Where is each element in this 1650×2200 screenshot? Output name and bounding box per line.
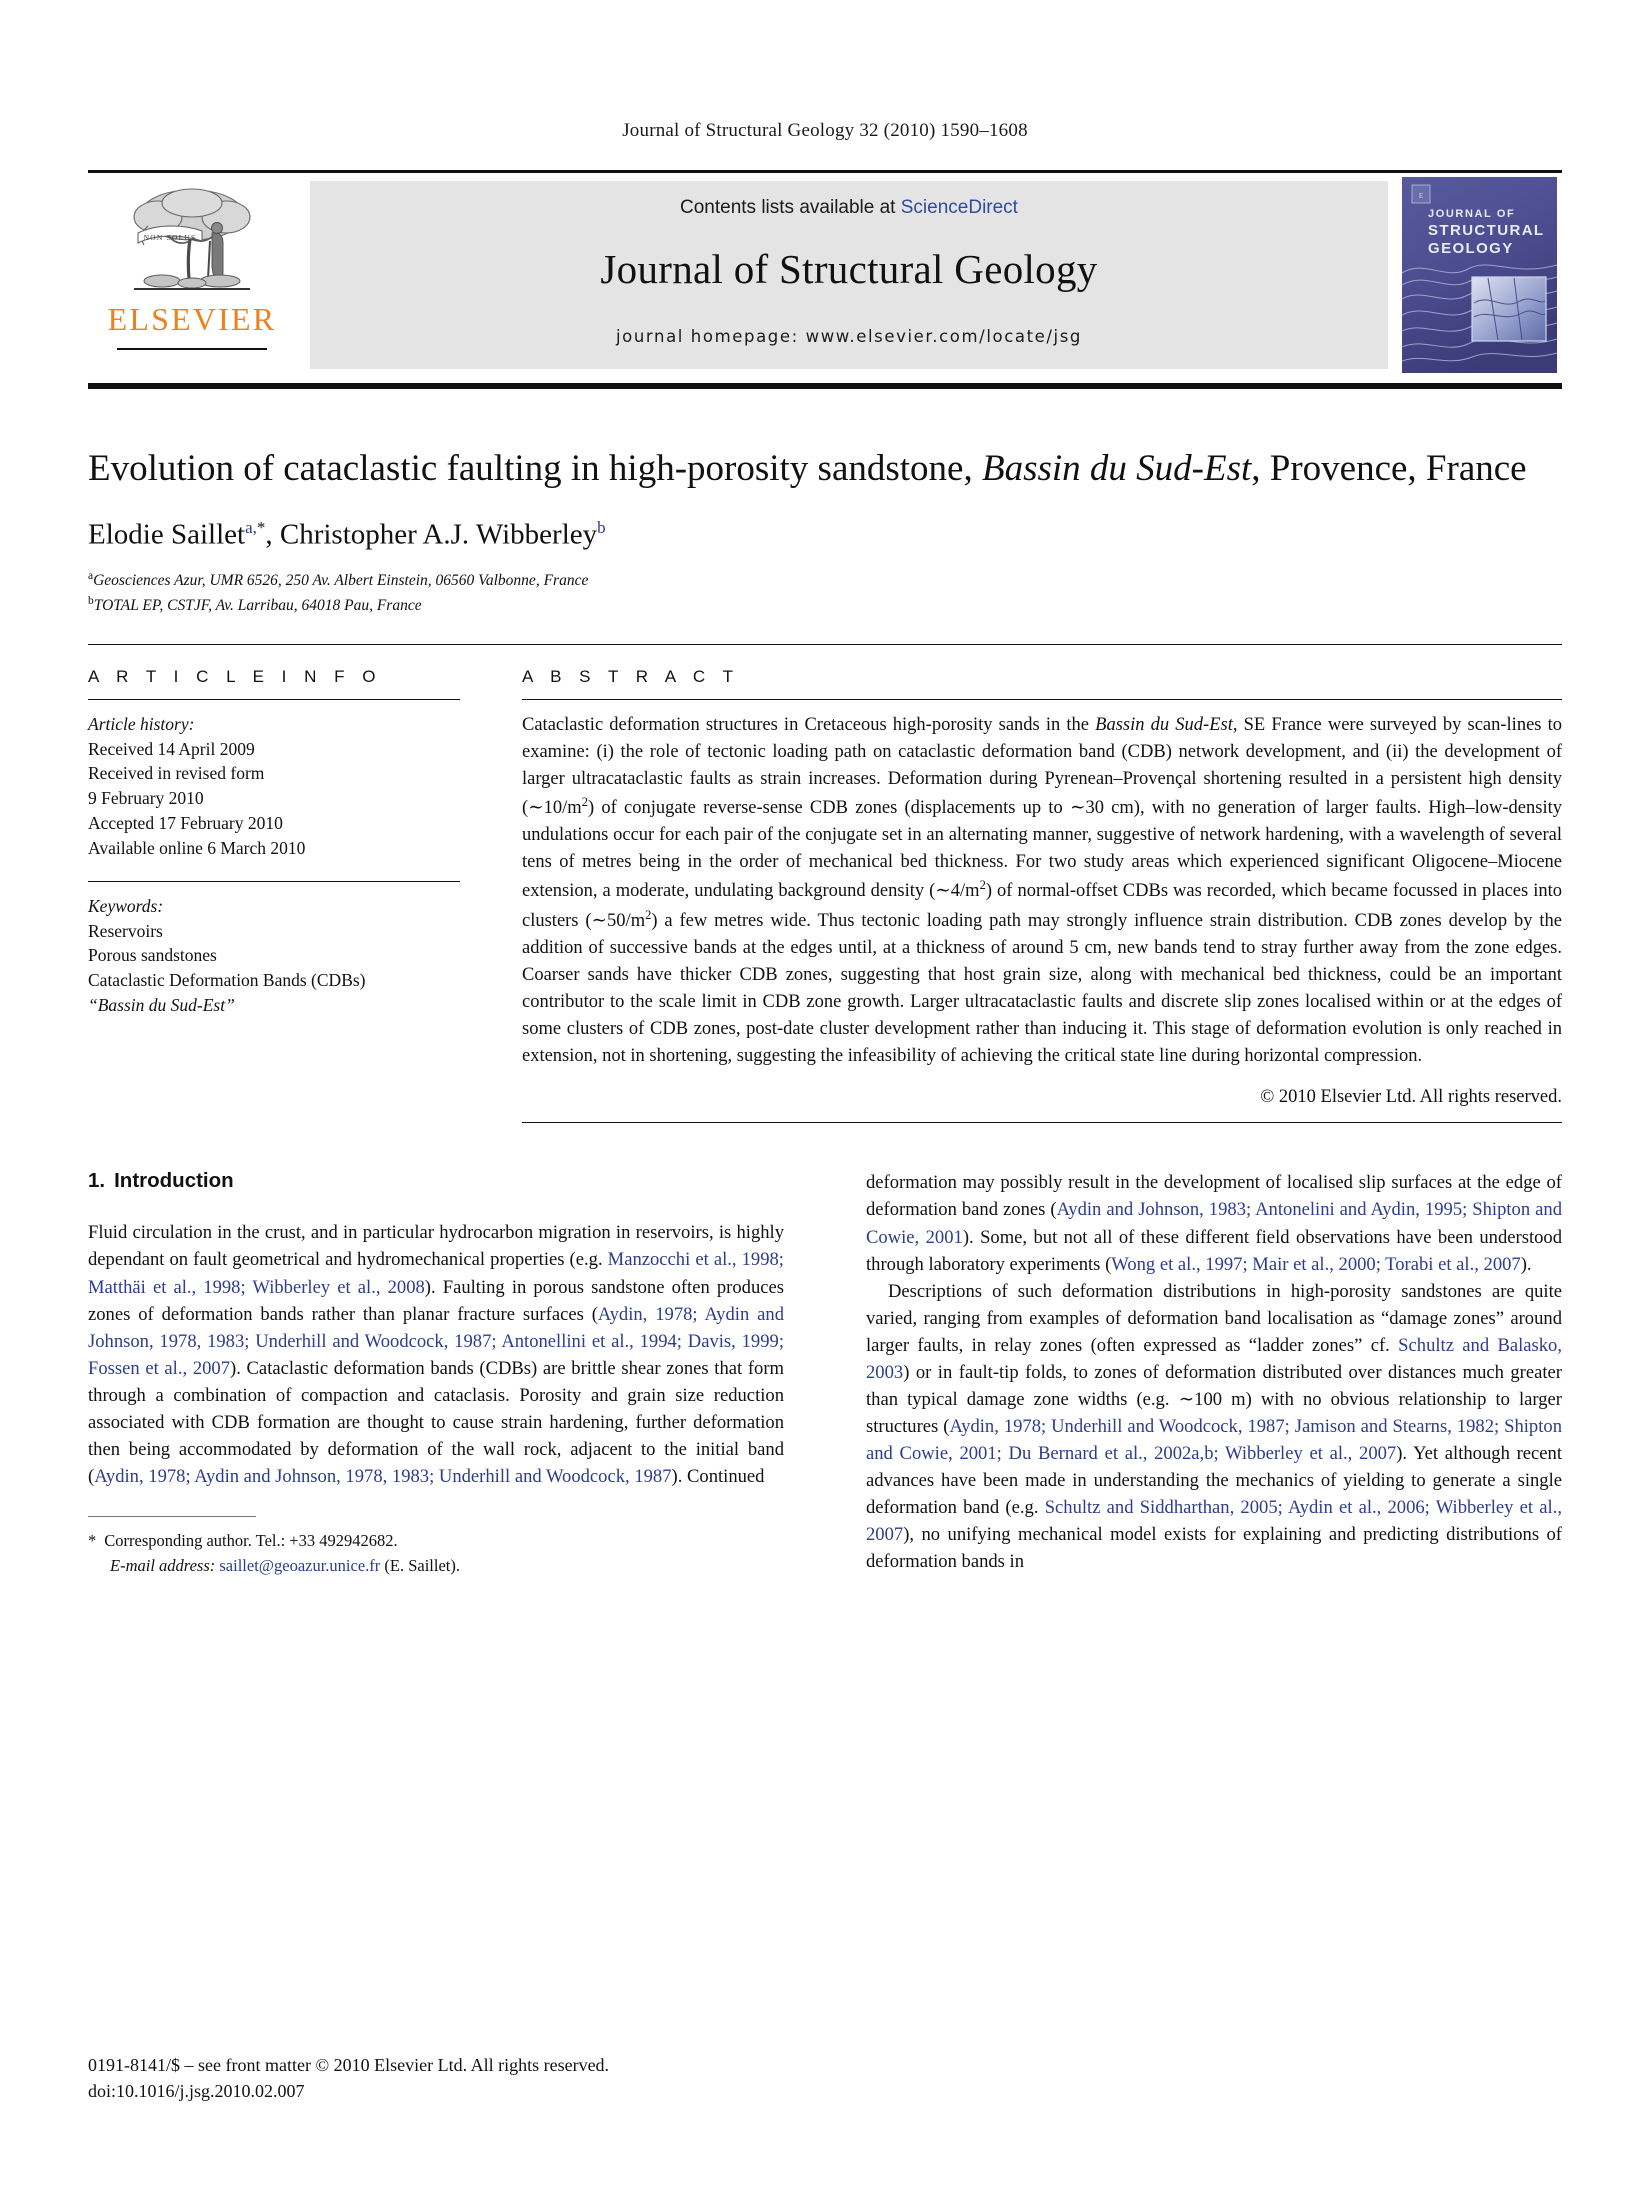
title-italic: Bassin du Sud-Est xyxy=(981,448,1252,489)
intro-r-seg-1: deformation may possibly result in the development of localised slip surfaces at the edge of deformation band zones ( xyxy=(866,1172,1562,1221)
svg-text:E: E xyxy=(1418,192,1424,200)
abstract-seg-4: ) of normal-offset CDBs was recorded, which became focussed in places into clusters (∼50/m xyxy=(522,881,1562,931)
affiliations xyxy=(88,568,1562,618)
journal-cover xyxy=(1402,173,1562,381)
title-part-2: , Provence, France xyxy=(1251,448,1527,489)
intro-paragraph-1-cont xyxy=(866,1169,1562,1277)
section-number: 1. xyxy=(88,1169,106,1193)
intro-r-seg-2: ). Some, but not all of these different field observations have been understood through laboratory experiments ( xyxy=(866,1226,1563,1275)
svg-text:NON SOLUS: NON SOLUS xyxy=(143,233,197,242)
citation-link[interactable]: Aydin, 1978; Underhill and Woodcock, 1987; Jamison and Stearns, 1982; Shipton and Cowie, 2001; Du Bernard et al., 2002a,b; Wibberley et al., 2007 xyxy=(866,1415,1562,1464)
masthead-bottom-rule xyxy=(88,383,1562,389)
elsevier-underline xyxy=(117,348,267,350)
abstract-column xyxy=(522,667,1562,1124)
intro-paragraph-2 xyxy=(866,1278,1562,1576)
abstract-bottom-rule xyxy=(522,1122,1562,1123)
keyword-item: Porous sandstones xyxy=(88,945,217,966)
keyword-item: Reservoirs xyxy=(88,920,163,941)
abstract-sup-1: 2 xyxy=(581,795,588,809)
citation-link[interactable]: Schultz and Balasko, 2003 xyxy=(866,1334,1563,1383)
section-heading-introduction xyxy=(88,1169,784,1193)
citation-link[interactable]: Aydin, 1978; Aydin and Johnson, 1978, 1983; Underhill and Woodcock, 1987; Antonellini et al., 1994; Davis, 1999; Fossen et al., 2007 xyxy=(88,1303,784,1379)
author-2-name: , Christopher A.J. Wibberley xyxy=(265,518,598,551)
abstract-heading: A B S T R A C T xyxy=(522,666,740,686)
affiliation-a-marker: a xyxy=(88,569,94,582)
cover-line3: GEOLOGY xyxy=(1428,240,1514,257)
body-column-gap xyxy=(784,1169,866,1578)
intro-r2-seg-3: ). Yet although recent advances have been made in understanding the mechanics of yielding to generate a single deformation band (e.g. xyxy=(866,1442,1562,1518)
cover-inset-photo xyxy=(1472,277,1546,341)
elsevier-wordmark: ELSEVIER xyxy=(107,301,277,337)
sciencedirect-link[interactable]: ScienceDirect xyxy=(900,197,1018,218)
journal-title: Journal of Structural Geology xyxy=(600,246,1098,292)
journal-homepage-link[interactable]: journal homepage: www.elsevier.com/locate/jsg xyxy=(615,327,1083,346)
journal-masthead xyxy=(88,170,1562,388)
footnote-star-marker: * xyxy=(88,1530,97,1550)
affiliation-b xyxy=(88,593,1562,618)
intro-seg-2: ). Faulting in porous sandstone often produces zones of deformation bands rather than planar fracture surfaces ( xyxy=(88,1276,784,1325)
citation-link[interactable]: Aydin and Johnson, 1983; Antonelini and Aydin, 1995; Shipton and Cowie, 2001 xyxy=(866,1199,1562,1248)
abstract-copyright: © 2010 Elsevier Ltd. All rights reserved. xyxy=(1260,1087,1562,1108)
contents-prefix: Contents lists available at xyxy=(680,197,901,218)
footnote-line-2 xyxy=(88,1554,784,1579)
article-info-column xyxy=(88,667,460,1124)
running-head: Journal of Structural Geology 32 (2010) 1590–1608 xyxy=(622,120,1028,141)
article-info-heading: A R T I C L E I N F O xyxy=(88,666,382,686)
intro-r-seg-3: ). xyxy=(1520,1253,1532,1275)
article-history-label: Article history: xyxy=(88,713,195,734)
issn-line: 0191-8141/$ – see front matter © 2010 Elsevier Ltd. All rights reserved. xyxy=(88,2054,610,2075)
abstract-rule xyxy=(522,699,1562,700)
abstract-seg-2: , SE France were surveyed by scan-lines to examine: (i) the role of tectonic loading path on cataclastic deformation band (CDB) network development, and (ii) the development of larger ultracataclastic faults as strain increases. Deformation during Pyrenean–Provençal shortening resulted in a persistent high density (∼10/m xyxy=(522,714,1563,819)
keywords-label: Keywords: xyxy=(88,895,164,916)
page-footer xyxy=(88,2052,609,2104)
affiliation-a-text: Geosciences Azur, UMR 6526, 250 Av. Albert Einstein, 06560 Valbonne, France xyxy=(93,571,589,589)
affiliation-b-text: TOTAL EP, CSTJF, Av. Larribau, 64018 Pau, France xyxy=(93,596,422,614)
corresponding-author-footnote xyxy=(88,1516,784,1579)
intro-paragraph-1 xyxy=(88,1219,784,1489)
abstract-italic-1: Bassin du Sud-Est xyxy=(1095,714,1233,735)
author-2-affil-marker[interactable]: b xyxy=(597,517,606,537)
article-history xyxy=(88,712,460,861)
keyword-item-italic: “Bassin du Sud-Est” xyxy=(88,995,235,1016)
abstract-seg-1: Cataclastic deformation structures in Cretaceous high-porosity sands in the xyxy=(522,714,1096,735)
abstract-sup-3: 2 xyxy=(645,907,652,922)
elsevier-logo xyxy=(88,173,296,381)
footnote-text xyxy=(88,1529,784,1579)
author-1-name: Elodie Saillet xyxy=(88,518,246,551)
abstract-sup-2: 2 xyxy=(979,878,986,893)
intro-r2-seg-1: Descriptions of such deformation distributions in high-porosity sandstones are quite varied, ranging from examples of deformation band localisation as “damage zones” around larger faults, in relay zones (often expressed as “ladder zones” cf. xyxy=(866,1280,1562,1356)
affiliation-b-marker: b xyxy=(88,594,94,607)
cover-line2: STRUCTURAL xyxy=(1428,222,1545,239)
elsevier-tree-icon xyxy=(128,181,256,299)
footnote-corresponding: Corresponding author. Tel.: +33 492942682. xyxy=(104,1530,398,1550)
abstract-seg-3: ) of conjugate reverse-sense CDB zones (displacements up to ∼30 cm), with no generation of larger faults. High–low-density undulations occur for each pair of the conjugate set in an alternating manner, suggestive of network hardening, with a wavelength of several tens of metres being in the order of mechanical bed thickness. For two study areas which experienced significant Oligocene–Miocene extension, a moderate, undulating background density (∼4/m xyxy=(522,798,1562,902)
cover-line1: JOURNAL OF xyxy=(1428,208,1516,220)
keywords-block xyxy=(88,894,460,1018)
author-1-affil-marker[interactable]: a, xyxy=(245,517,257,537)
page-title xyxy=(88,446,1562,492)
history-item: Accepted 17 February 2010 xyxy=(88,813,283,834)
section-title: Introduction xyxy=(114,1169,234,1193)
intro-seg-3: ). Cataclastic deformation bands (CDBs) are brittle shear zones that form through a combination of compaction and cataclasis. Porosity and grain size reduction associated with CDB formation are thought to cause strain hardening, further deformation then being accommodated by deformation of the wall rock, adjacent to the initial band ( xyxy=(88,1357,784,1487)
footnote-rule xyxy=(88,1516,256,1517)
body-right-column xyxy=(866,1169,1562,1578)
column-gap xyxy=(460,667,522,1124)
journal-cover-image xyxy=(1402,177,1557,373)
history-item: Received in revised form xyxy=(88,763,265,784)
body-left-column xyxy=(88,1169,784,1578)
affiliation-a xyxy=(88,568,1562,593)
intro-seg-4: ). Continued xyxy=(671,1465,765,1487)
keyword-item: Cataclastic Deformation Bands (CDBs) xyxy=(88,970,366,991)
history-item: Available online 6 March 2010 xyxy=(88,837,306,858)
corresponding-author-marker[interactable]: * xyxy=(256,517,266,537)
email-suffix: (E. Saillet). xyxy=(384,1555,460,1575)
abstract-text xyxy=(522,712,1562,1071)
citation-link[interactable]: Schultz and Siddharthan, 2005; Aydin et al., 2006; Wibberley et al., 2007 xyxy=(866,1496,1562,1546)
email-link[interactable]: saillet@geoazur.unice.fr xyxy=(219,1555,381,1575)
citation-link[interactable]: Manzocchi et al., 1998; Matthäi et al., 1998; Wibberley et al., 2008 xyxy=(88,1249,784,1298)
citation-link[interactable]: Aydin, 1978; Aydin and Johnson, 1978, 1983; Underhill and Woodcock, 1987 xyxy=(94,1465,672,1487)
body-columns xyxy=(88,1169,1562,1578)
journal-panel xyxy=(310,181,1388,369)
doi-line[interactable]: doi:10.1016/j.jsg.2010.02.007 xyxy=(88,2080,305,2101)
info-section-top-rule xyxy=(88,644,1562,645)
info-abstract-section xyxy=(88,667,1562,1124)
intro-r2-seg-4: ), no unifying mechanical model exists for explaining and predicting distributions of deformation bands in xyxy=(866,1524,1562,1573)
cover-elsevier-mark xyxy=(1412,185,1430,203)
title-part-1: Evolution of cataclastic faulting in high-porosity sandstone, xyxy=(88,448,982,489)
citation-link[interactable]: Wong et al., 1997; Mair et al., 2000; Torabi et al., 2007 xyxy=(1111,1253,1521,1275)
keywords-rule xyxy=(88,881,460,882)
contents-available-line xyxy=(680,197,1018,219)
author-list xyxy=(88,518,1562,552)
intro-r2-seg-2: ) or in fault-tip folds, to zones of deformation distributed over distances much greater than typical damage zone widths (e.g. ∼100 m) with no obvious relationship to larger structures ( xyxy=(866,1361,1562,1437)
email-label: E-mail address: xyxy=(110,1555,216,1575)
article-info-rule xyxy=(88,699,460,700)
intro-seg-1: Fluid circulation in the crust, and in particular hydrocarbon migration in reservoirs, is highly dependant on fault geometrical and hydromechanical properties (e.g. xyxy=(88,1222,784,1271)
history-item: 9 February 2010 xyxy=(88,788,204,809)
history-item: Received 14 April 2009 xyxy=(88,738,255,759)
abstract-seg-5: ) a few metres wide. Thus tectonic loading path may strongly influence strain distribution. CDB zones develop by the addition of successive bands at the edges until, at a thickness of around 5 cm, new bands tend to stray further away from the zone edges. Coarser sands have thicker CDB zones, suggesting that host grain size, along with mechanical bed thickness, could be an important contributor to the scale limit in CDB zone growth. Larger ultracataclastic faults and discrete slip zones localised within or at the edges of some clusters of CDB zones, post-date cluster development rather than inducing it. This stage of deformation evolution is only reached in extension, not in shortening, suggesting the infeasibility of achieving the critical state line during horizontal compression. xyxy=(522,910,1562,1067)
footnote-line-1 xyxy=(88,1529,784,1554)
